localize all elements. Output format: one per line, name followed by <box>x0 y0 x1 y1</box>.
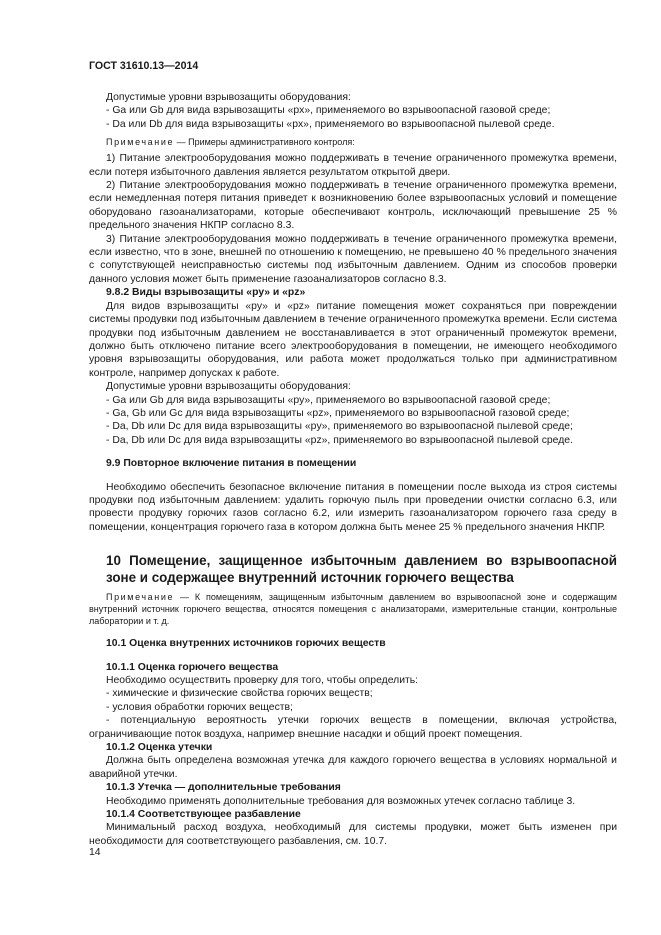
page-body <box>89 91 617 848</box>
note-2 <box>89 591 617 627</box>
list-item: - Ga или Gb для вида взрывозащиты «px», применяемого во взрывоопасной газовой среде; <box>106 105 551 117</box>
paragraph: Необходимо применять дополнительные требования для возможных утечек согласно таблице 3. <box>106 795 576 807</box>
paragraph: Необходимо осуществить проверку для того, чтобы определить: <box>106 675 419 686</box>
note-label: Примечание <box>106 592 175 603</box>
paragraph: Необходимо обеспечить безопасное включение питания в помещении после выхода из строя системы продувки под избыточным давлением: удалить горючую пыль при проведении очистки согласно 6.3, или провести продувку горючих газов согласно 6.2, или измерить газоанализатором горючего газа среду в помещении, концентрация горючего газа в котором должна быть менее 25 % предельного значения НКПР. <box>89 481 617 533</box>
paragraph: 2) Питание электрооборудования можно поддерживать в течение ограниченного промежутка времени, если немедленная потеря питания приведет к возникновению более взрывоопасных условий и помещение оборудовано газоанализаторами, которые обеспечивают контроль, исключающий превышение 25 % предельного значения НКПР согласно 8.3. <box>89 180 617 232</box>
section-heading-10: 10 Помещение, защищенное избыточным давлением во взрывоопасной зоне и содержащее внутренний источник горючего вещества <box>106 553 617 586</box>
paragraph: 3) Питание электрооборудования можно поддерживать в течение ограниченного промежутка времени, если известно, что в зоне, внешней по отношению к помещению, не превышено 40 % предельного значения с сопутствующей неисправностью системы под избыточным давлением. Одним из способов проверки данного условия может быть применение газоанализаторов согласно 8.3. <box>89 233 617 285</box>
heading-10-1-2: 10.1.2 Оценка утечки <box>106 742 213 754</box>
paragraph: Должна быть определена возможная утечка для каждого горючего вещества в условиях нормальной и аварийной утечки. <box>89 755 617 780</box>
heading-10-1-1: 10.1.1 Оценка горючего вещества <box>106 661 279 673</box>
note-1 <box>89 136 617 148</box>
page-number: 14 <box>89 847 101 858</box>
paragraph: Минимальный расход воздуха, необходимый для системы продувки, может быть изменен при необходимости для соответствующего разбавления, см. 10.7. <box>89 822 617 847</box>
list-item: - Da, Db или Dc для вида взрывозащиты «py», применяемого во взрывоопасной пылевой среде; <box>106 421 573 433</box>
note-label: Примечание <box>106 137 175 148</box>
list-item: - условия обработки горючих веществ; <box>106 701 293 713</box>
note-text: — К помещениям, защищенным избыточным давлением во взрывоопасной зоне и содержащим внутренний источник горючего вещества, относятся помещения с анализаторами, измерительные станции, контрольные лаборатории и т. д. <box>89 592 617 627</box>
note-text: — Примеры административного контроля: <box>174 137 355 148</box>
list-item: - потенциальную вероятность утечки горючих веществ в помещении, включая устройства, ограничивающие поток воздуха, например внешние насадки и общий проект помещения. <box>89 715 617 740</box>
running-header: ГОСТ 31610.13—2014 <box>89 60 199 72</box>
list-item: - Da, Db или Dc для вида взрывозащиты «pz», применяемого во взрывоопасной пылевой среде. <box>106 434 573 446</box>
heading-10-1-3: 10.1.3 Утечка — дополнительные требования <box>106 782 341 794</box>
list-item: - Ga или Gb для вида взрывозащиты «py», применяемого во взрывоопасной газовой среде; <box>106 394 551 406</box>
heading-10-1-4: 10.1.4 Соответствующее разбавление <box>106 809 301 821</box>
list-item: - Ga, Gb или Gc для вида взрывозащиты «pz», применяемого во взрывоопасной газовой среде; <box>106 407 570 419</box>
heading-9-9: 9.9 Повторное включение питания в помещении <box>106 458 357 470</box>
list-item: - химические и физические свойства горючих веществ; <box>106 688 373 700</box>
paragraph: Допустимые уровни взрывозащиты оборудования: <box>106 381 351 393</box>
paragraph: Для видов взрывозащиты «py» и «pz» питание помещения может сохраняться при повреждении системы продувки под избыточным давлением в течение ограниченного промежутка времени. Если система продувки под избыточным давлением не восстанавливается в этот ограниченный промежуток времени, должно быть отключено питание всего электрооборудования в помещении, не имеющего необходимого уровня взрывозащиты оборудования, или работа может продолжаться только при административном контроле, например допусках к работе. <box>89 300 617 379</box>
paragraph: 1) Питание электрооборудования можно поддерживать в течение ограниченного промежутка времени, если потеря избыточного давления является результатом открытой двери. <box>89 153 617 178</box>
list-item: - Da или Db для вида взрывозащиты «px», применяемого во взрывоопасной пылевой среде. <box>106 118 555 130</box>
paragraph: Допустимые уровни взрывозащиты оборудования: <box>106 92 351 103</box>
heading-9-8-2: 9.8.2 Виды взрывозащиты «py» и «pz» <box>106 287 306 299</box>
heading-10-1: 10.1 Оценка внутренних источников горючих веществ <box>106 638 386 650</box>
